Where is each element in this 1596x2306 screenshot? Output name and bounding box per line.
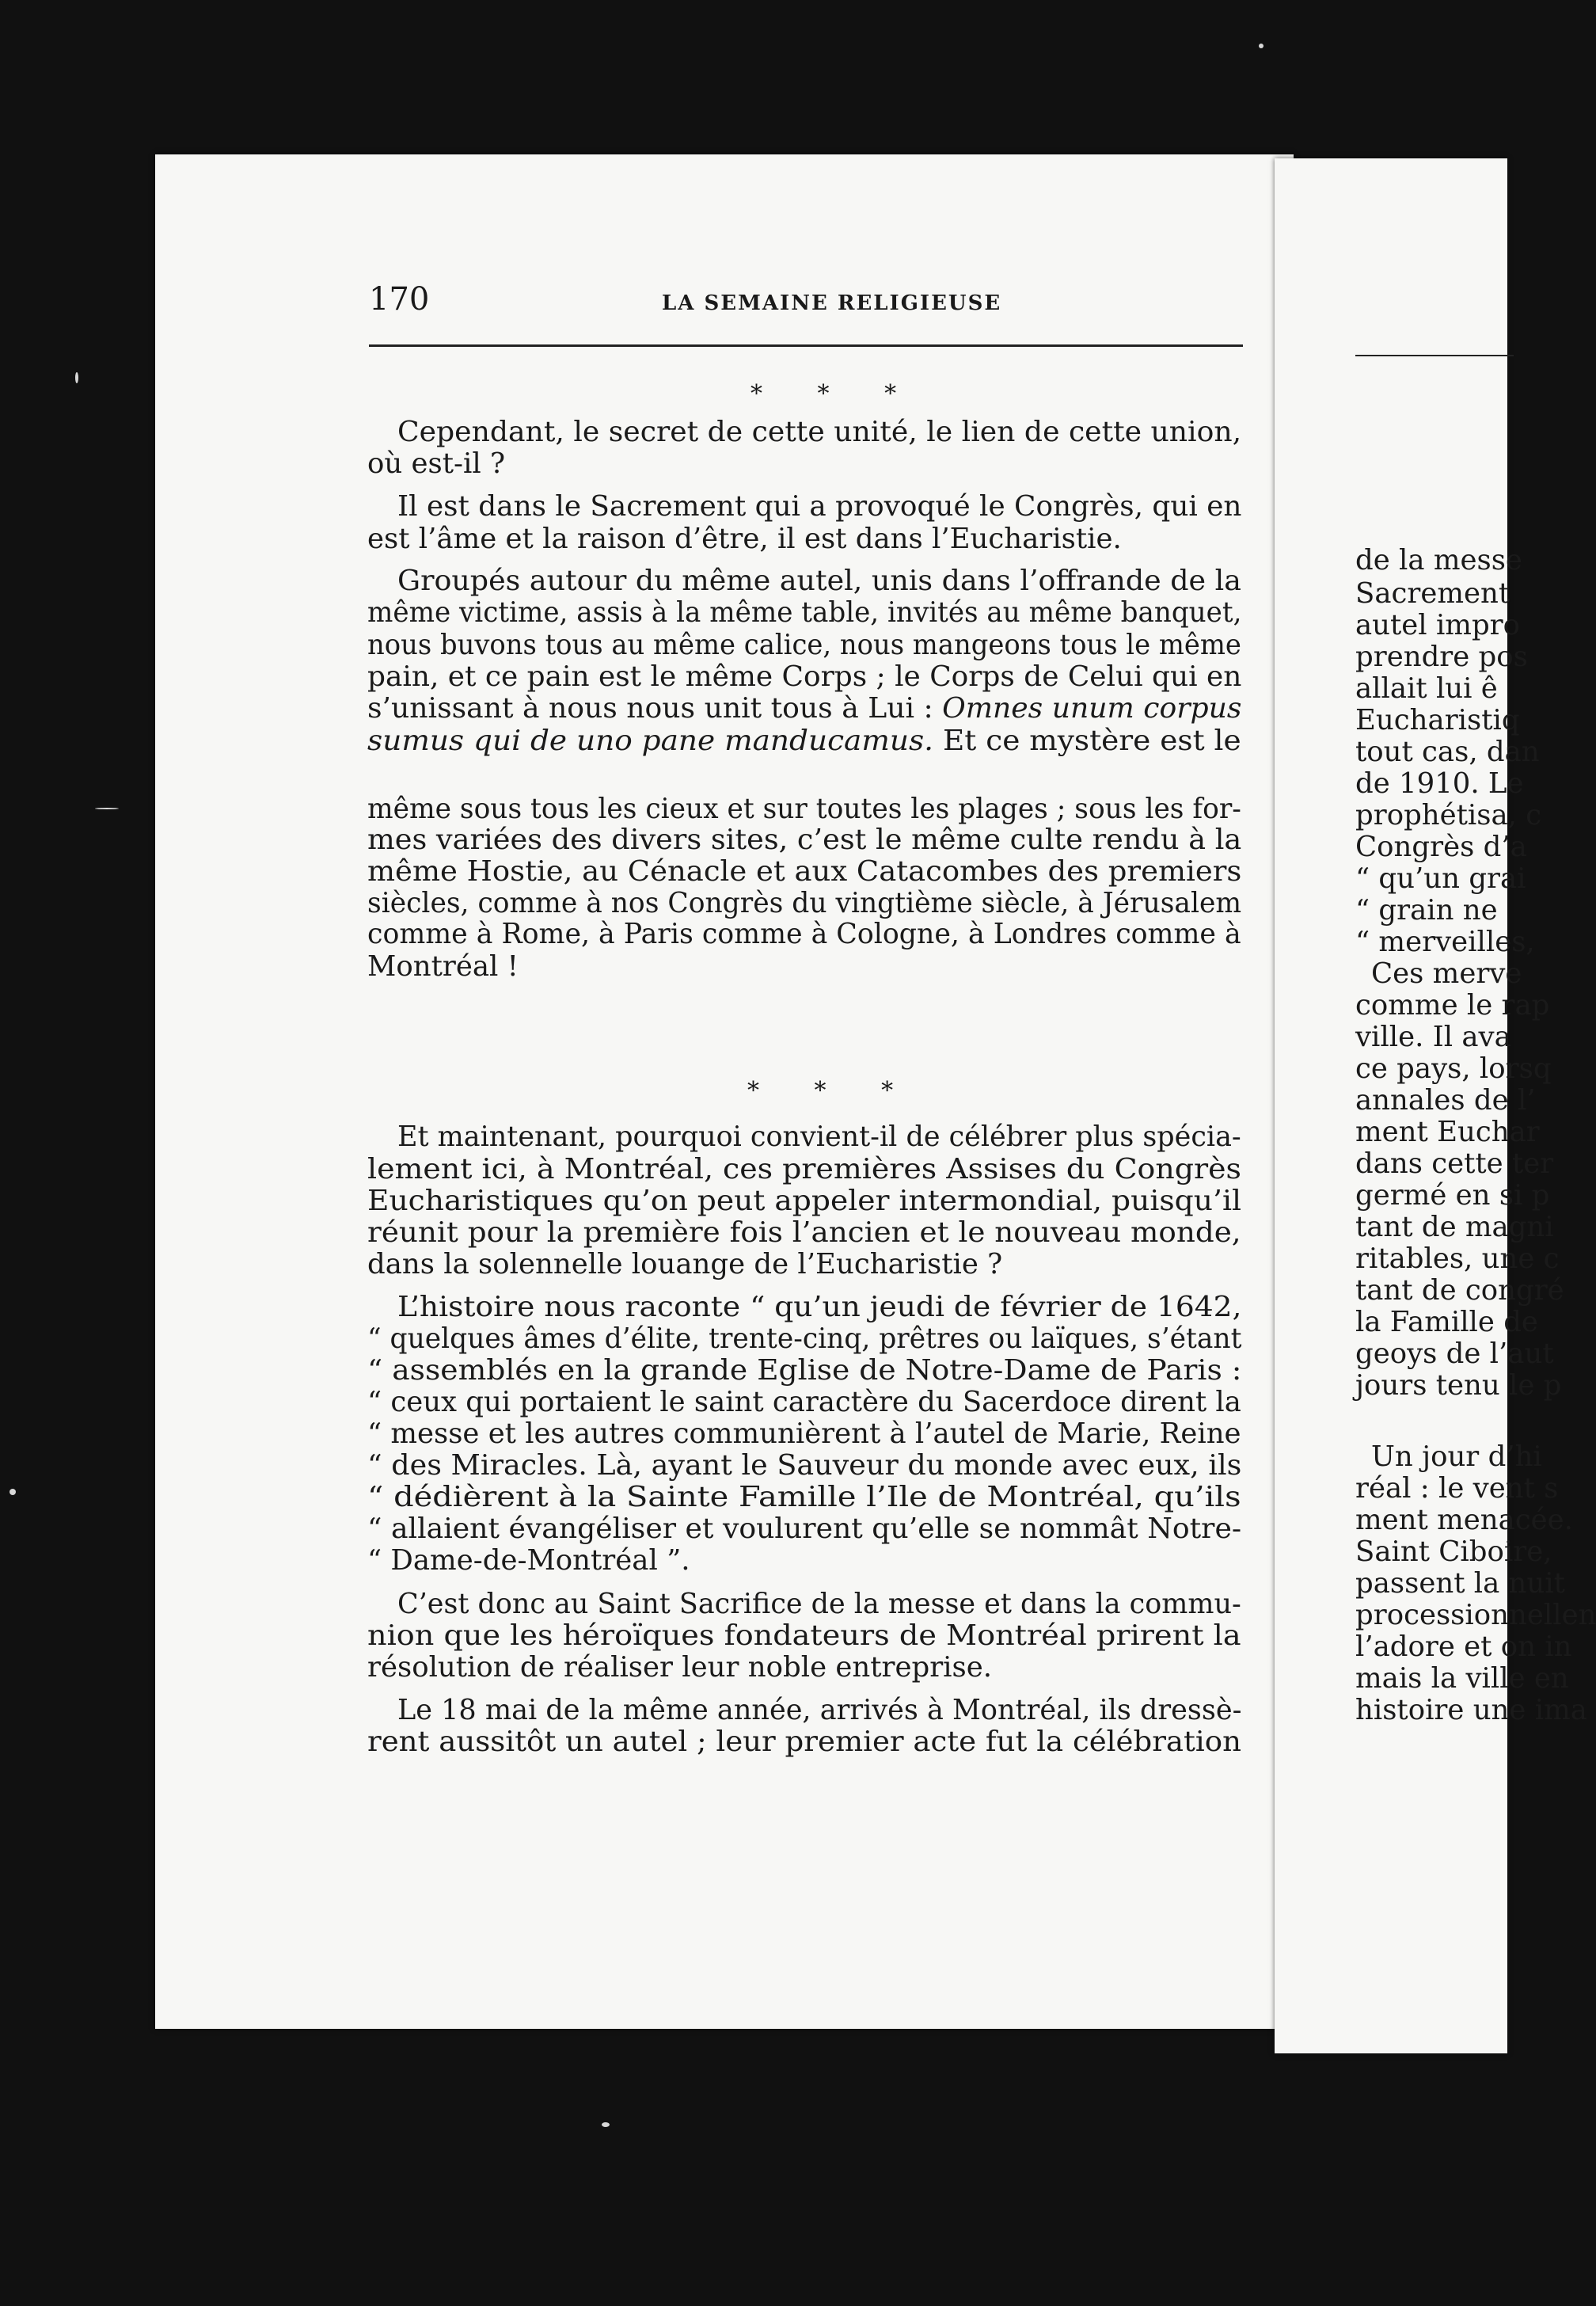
text-line: Congrès d’a (1355, 831, 1527, 863)
text-line: mes variées des divers sites, c’est le même culte rendu à la (367, 824, 1242, 856)
left-page (155, 154, 1294, 2029)
text-fragment: Et ce mystère est le (933, 725, 1241, 757)
text-line: même sous tous les cieux et sur toutes les plages ; sous les for- (367, 793, 1241, 825)
text-line: de 1910. Le (1355, 767, 1524, 800)
text-line: l’adore et on in (1355, 1631, 1572, 1663)
text-line: jours tenu le p (1355, 1369, 1562, 1402)
text-line: “ dédièrent à la Sainte Famille l’Ile de Montréal, qu’ils (367, 1481, 1241, 1513)
text-line: ritables, une c (1355, 1242, 1560, 1275)
text-line: nion que les héroïques fondateurs de Montréal prirent la (367, 1619, 1241, 1652)
text-line: Il est dans le Sacrement qui a provoqué le Congrès, qui en (397, 490, 1242, 523)
text-line: comme le rap (1355, 989, 1550, 1022)
text-line: L’histoire nous raconte “ qu’un jeudi de février de 1642, (397, 1291, 1242, 1323)
text-line: dans la solennelle louange de l’Eucharistie ? (367, 1248, 1003, 1280)
text-line: annales de l’ (1355, 1084, 1536, 1117)
text-line: même Hostie, au Cénacle et aux Catacombes des premiers (367, 855, 1242, 888)
text-line: prendre pos (1355, 641, 1528, 673)
text-line: processionnellen (1355, 1599, 1596, 1631)
text-line: autel impro (1355, 609, 1521, 641)
text-line: tout cas, dan (1355, 736, 1540, 768)
text-line: “ assemblés en la grande Eglise de Notre-Dame de Paris : (367, 1354, 1242, 1387)
text-line: comme à Rome, à Paris comme à Cologne, à Londres comme à (367, 918, 1241, 950)
text-line: allait lui ê (1355, 672, 1498, 705)
text-line: réunit pour la première fois l’ancien et le nouveau monde, (367, 1216, 1241, 1249)
text-line: Sacrement (1355, 577, 1510, 610)
text-line: ment Euchar (1355, 1116, 1540, 1148)
text-line: “ ceux qui portaient le saint caractère du Sacerdoce dirent la (367, 1386, 1241, 1418)
text-line: geoys de l’aut (1355, 1338, 1554, 1370)
text-line: Et maintenant, pourquoi convient-il de célébrer plus spécia- (397, 1121, 1241, 1153)
dust-speck (602, 2122, 610, 2127)
text-line: Eucharistiques qu’on peut appeler intermondial, puisqu’il (367, 1185, 1241, 1217)
text-line: “ allaient évangéliser et voulurent qu’elle se nommât Notre- (367, 1513, 1242, 1545)
text-line: dans cette ter (1355, 1147, 1554, 1180)
header-rule (1355, 355, 1514, 356)
text-line: la Famille de (1355, 1306, 1538, 1338)
text-line: “ qu’un grai (1355, 862, 1526, 895)
text-line: “ grain ne (1355, 894, 1498, 927)
text-line: Cependant, le secret de cette unité, le lien de cette union, (397, 416, 1242, 448)
text-line: ville. Il ava (1355, 1021, 1511, 1053)
section-separator: * * * (747, 1077, 918, 1105)
dust-speck (75, 372, 78, 383)
text-line: Ces merve (1371, 957, 1522, 990)
text-line: histoire une ima (1355, 1694, 1587, 1726)
text-line: même victime, assis à la même table, invités au même banquet, (367, 596, 1242, 629)
text-line: rent aussitôt un autel ; leur premier acte fut la célébration (367, 1726, 1241, 1758)
text-line: sumus qui de uno pane manducamus. Et ce mystère est le (367, 725, 1241, 757)
text-line: résolution de réaliser leur noble entreprise. (367, 1651, 993, 1684)
text-line: ce pays, lorsq (1355, 1052, 1552, 1085)
dust-speck (95, 808, 119, 809)
text-line: ment menacée. (1355, 1504, 1573, 1536)
text-line: Groupés autour du même autel, unis dans l’offrande de la (397, 565, 1241, 597)
page-number: 170 (369, 281, 430, 318)
text-line: “ des Miracles. Là, ayant le Sauveur du monde avec eux, ils (367, 1449, 1242, 1482)
text-line: “ messe et les autres communièrent à l’autel de Marie, Reine (367, 1417, 1241, 1450)
text-line: Le 18 mai de la même année, arrivés à Montréal, ils dressè- (397, 1694, 1242, 1726)
latin-quote: Omnes unum corpus (942, 692, 1242, 725)
text-line: prophétisa, c (1355, 799, 1542, 831)
text-line: de la messe (1355, 544, 1522, 576)
text-line: Montréal ! (367, 950, 519, 983)
text-line: passent la nuit (1355, 1567, 1565, 1600)
text-line: nous buvons tous au même calice, nous mangeons tous le même (367, 629, 1241, 661)
text-line: siècles, comme à nos Congrès du vingtième siècle, à Jérusalem (367, 887, 1242, 919)
text-line: où est-il ? (367, 447, 506, 480)
right-page (1275, 158, 1596, 2053)
text-line: “ merveilles, (1355, 926, 1535, 958)
text-line: s’unissant à nous nous unit tous à Lui : Omnes unum corpus (367, 692, 1242, 725)
text-line: Eucharistiq (1355, 704, 1520, 736)
text-line: est l’âme et la raison d’être, il est dans l’Eucharistie. (367, 523, 1122, 555)
text-line: lement ici, à Montréal, ces premières Assises du Congrès (367, 1153, 1241, 1185)
text-line: pain, et ce pain est le même Corps ; le Corps de Celui qui en (367, 660, 1242, 693)
text-line: germé en si p (1355, 1179, 1550, 1212)
dust-speck (10, 1489, 16, 1495)
text-line: “ Dame-de-Montréal ”. (367, 1544, 690, 1577)
running-title: LA SEMAINE RELIGIEUSE (662, 291, 1002, 315)
text-line: Un jour d’hi (1371, 1440, 1542, 1473)
section-separator: * * * (750, 380, 921, 408)
text-line: réal : le vent s (1355, 1472, 1559, 1505)
text-line: mais la ville en (1355, 1662, 1569, 1695)
text-line: tant de magni (1355, 1211, 1554, 1243)
text-line: tant de congré (1355, 1274, 1564, 1307)
dust-speck (1259, 44, 1264, 48)
text-line: C’est donc au Saint Sacrifice de la messe et dans la commu- (397, 1588, 1241, 1620)
text-line: Saint Ciboire, (1355, 1535, 1552, 1568)
header-rule (369, 344, 1243, 347)
text-line: “ quelques âmes d’élite, trente-cinq, prêtres ou laïques, s’étant (367, 1322, 1242, 1355)
